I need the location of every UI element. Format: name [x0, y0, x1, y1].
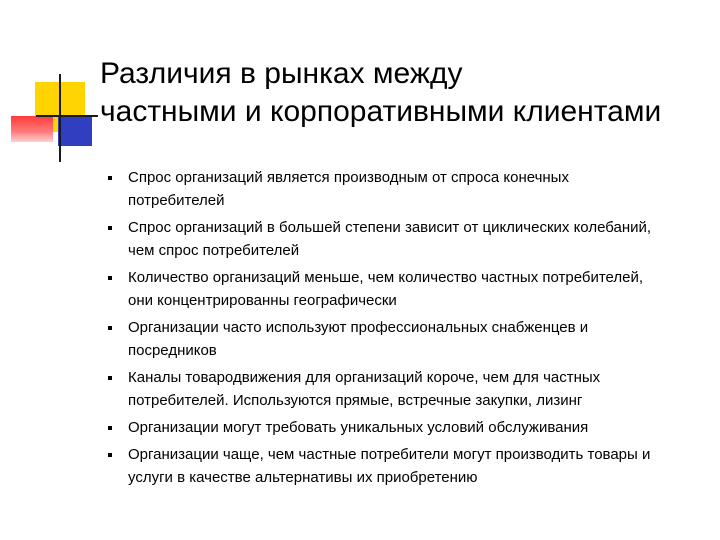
bullet-item [104, 266, 700, 312]
bullet-text [128, 166, 700, 212]
decor-blue-square [58, 116, 92, 146]
bullet-line: Организации чаще, чем частные потребители могут производить товары и [128, 446, 651, 463]
bullet-marker-icon [108, 326, 112, 330]
bullet-text [128, 416, 700, 439]
bullet-line: посредников [128, 342, 217, 359]
bullet-item [104, 366, 700, 412]
bullet-line: Количество организаций меньше, чем количество частных потребителей, [128, 269, 644, 286]
bullet-marker-icon [108, 376, 112, 380]
bullet-marker-icon [108, 226, 112, 230]
decor-vertical-line [59, 74, 61, 162]
bullet-line: Спрос организаций в большей степени зависит от циклических колебаний, [128, 219, 652, 236]
bullet-text [128, 443, 700, 489]
bullet-line: потребителей [128, 192, 225, 209]
bullet-marker-icon [108, 276, 112, 280]
bullet-marker-icon [108, 426, 112, 430]
bullet-line: они концентрированны географически [128, 292, 397, 309]
bullet-item [104, 316, 700, 362]
bullet-item [104, 216, 700, 262]
bullet-list [104, 166, 700, 493]
slide-title-line-2: частными и корпоративными клиентами [100, 95, 662, 128]
bullet-marker-icon [108, 176, 112, 180]
decor-horizontal-line [36, 115, 98, 117]
bullet-line: потребителей. Используются прямые, встречные закупки, лизинг [128, 392, 583, 409]
decor-red-square [11, 116, 53, 142]
bullet-line: чем спрос потребителей [128, 242, 300, 259]
slide-title-line-1: Различия в рынках между [100, 57, 463, 90]
bullet-text [128, 316, 700, 362]
bullet-text [128, 366, 700, 412]
bullet-item [104, 166, 700, 212]
bullet-line: Спрос организаций является производным от спроса конечных [128, 169, 569, 186]
bullet-marker-icon [108, 453, 112, 457]
bullet-line: Организации часто используют профессиональных снабженцев и [128, 319, 589, 336]
bullet-text [128, 266, 700, 312]
slide-title [100, 55, 700, 131]
bullet-line: услуги в качестве альтернативы их приобретению [128, 469, 478, 486]
bullet-text [128, 216, 700, 262]
bullet-line: Организации могут требовать уникальных условий обслуживания [128, 419, 589, 436]
bullet-item [104, 443, 700, 489]
bullet-item [104, 416, 700, 439]
bullet-line: Каналы товародвижения для организаций короче, чем для частных [128, 369, 601, 386]
